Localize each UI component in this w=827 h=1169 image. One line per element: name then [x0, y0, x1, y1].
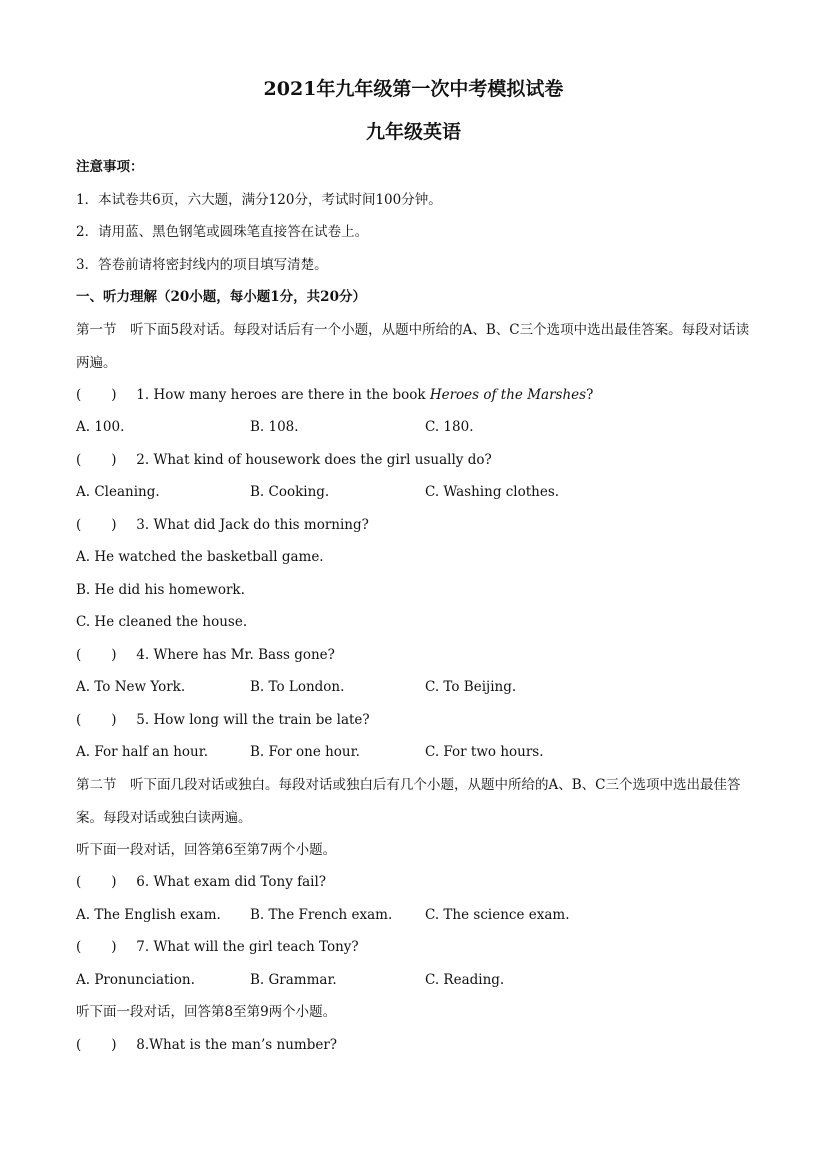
option-b: B. For one hour. [250, 744, 360, 760]
question-8: ( ) 8.What is the man’s number? [76, 1037, 338, 1053]
answer-blank[interactable]: ( ) [76, 712, 117, 728]
option-b: B. He did his homework. [76, 582, 245, 598]
option-c: C. 180. [425, 419, 474, 435]
option-a: A. The English exam. [76, 907, 221, 923]
part1-instruction: 第一节 听下面5段对话。每段对话后有一个小题，从题中所给的A、B、C三个选项中选出最佳答案。每段对话读两遍。 [76, 322, 750, 371]
question-7: ( ) 7. What will the girl teach Tony? [76, 939, 359, 955]
question-6: ( ) 6. What exam did Tony fail? [76, 874, 327, 890]
answer-blank[interactable]: ( ) [76, 387, 117, 403]
question-4: ( ) 4. Where has Mr. Bass gone? [76, 647, 335, 663]
question-3: ( ) 3. What did Jack do this morning? [76, 517, 369, 533]
book-title: Heroes of the Marshes [429, 387, 587, 403]
note-item-2: 2．请用蓝、黑色钢笔或圆珠笔直接答在试卷上。 [76, 224, 369, 240]
dialogue-cue-8-9: 听下面一段对话，回答第8至第9两个小题。 [76, 1004, 337, 1020]
question-1: ( ) 1. How many heroes are there in the book Heroes of the Marshes? [76, 387, 594, 403]
option-b: B. Grammar. [250, 972, 337, 988]
option-c: C. The science exam. [425, 907, 570, 923]
option-c: C. He cleaned the house. [76, 614, 248, 630]
option-a: A. For half an hour. [76, 744, 208, 760]
option-b: B. 108. [250, 419, 299, 435]
note-item-1: 1．本试卷共6页，六大题，满分120分，考试时间100分钟。 [76, 192, 442, 208]
question-2: ( ) 2. What kind of housework does the girl usually do? [76, 452, 492, 468]
option-b: B. Cooking. [250, 484, 330, 500]
option-c: C. To Beijing. [425, 679, 517, 695]
note-item-3: 3．答卷前请将密封线内的项目填写清楚。 [76, 257, 328, 273]
section-heading: 一、听力理解（20小题，每小题1分，共20分） [76, 289, 366, 305]
option-b: B. The French exam. [250, 907, 393, 923]
answer-blank[interactable]: ( ) [76, 874, 117, 890]
exam-title: 2021年九年级第一次中考模拟试卷 [263, 78, 564, 100]
dialogue-cue-6-7: 听下面一段对话，回答第6至第7两个小题。 [76, 842, 337, 858]
question-5: ( ) 5. How long will the train be late? [76, 712, 370, 728]
option-a: A. Cleaning. [76, 484, 160, 500]
option-c: C. Reading. [425, 972, 505, 988]
answer-blank[interactable]: ( ) [76, 517, 117, 533]
answer-blank[interactable]: ( ) [76, 452, 117, 468]
answer-blank[interactable]: ( ) [76, 939, 117, 955]
part2-instruction: 第二节 听下面几段对话或独白。每段对话或独白后有几个小题，从题中所给的A、B、C三个选项中选出最佳答案。每段对话或独白读两遍。 [76, 777, 741, 826]
option-a: A. To New York. [76, 679, 186, 695]
answer-blank[interactable]: ( ) [76, 1037, 117, 1053]
option-a: A. 100. [76, 419, 125, 435]
option-c: C. Washing clothes. [425, 484, 560, 500]
option-b: B. To London. [250, 679, 345, 695]
option-a: A. He watched the basketball game. [76, 549, 324, 565]
answer-blank[interactable]: ( ) [76, 647, 117, 663]
option-c: C. For two hours. [425, 744, 544, 760]
notes-heading: 注意事项： [76, 159, 144, 175]
option-a: A. Pronunciation. [76, 972, 195, 988]
exam-subtitle: 九年级英语 [365, 121, 461, 143]
